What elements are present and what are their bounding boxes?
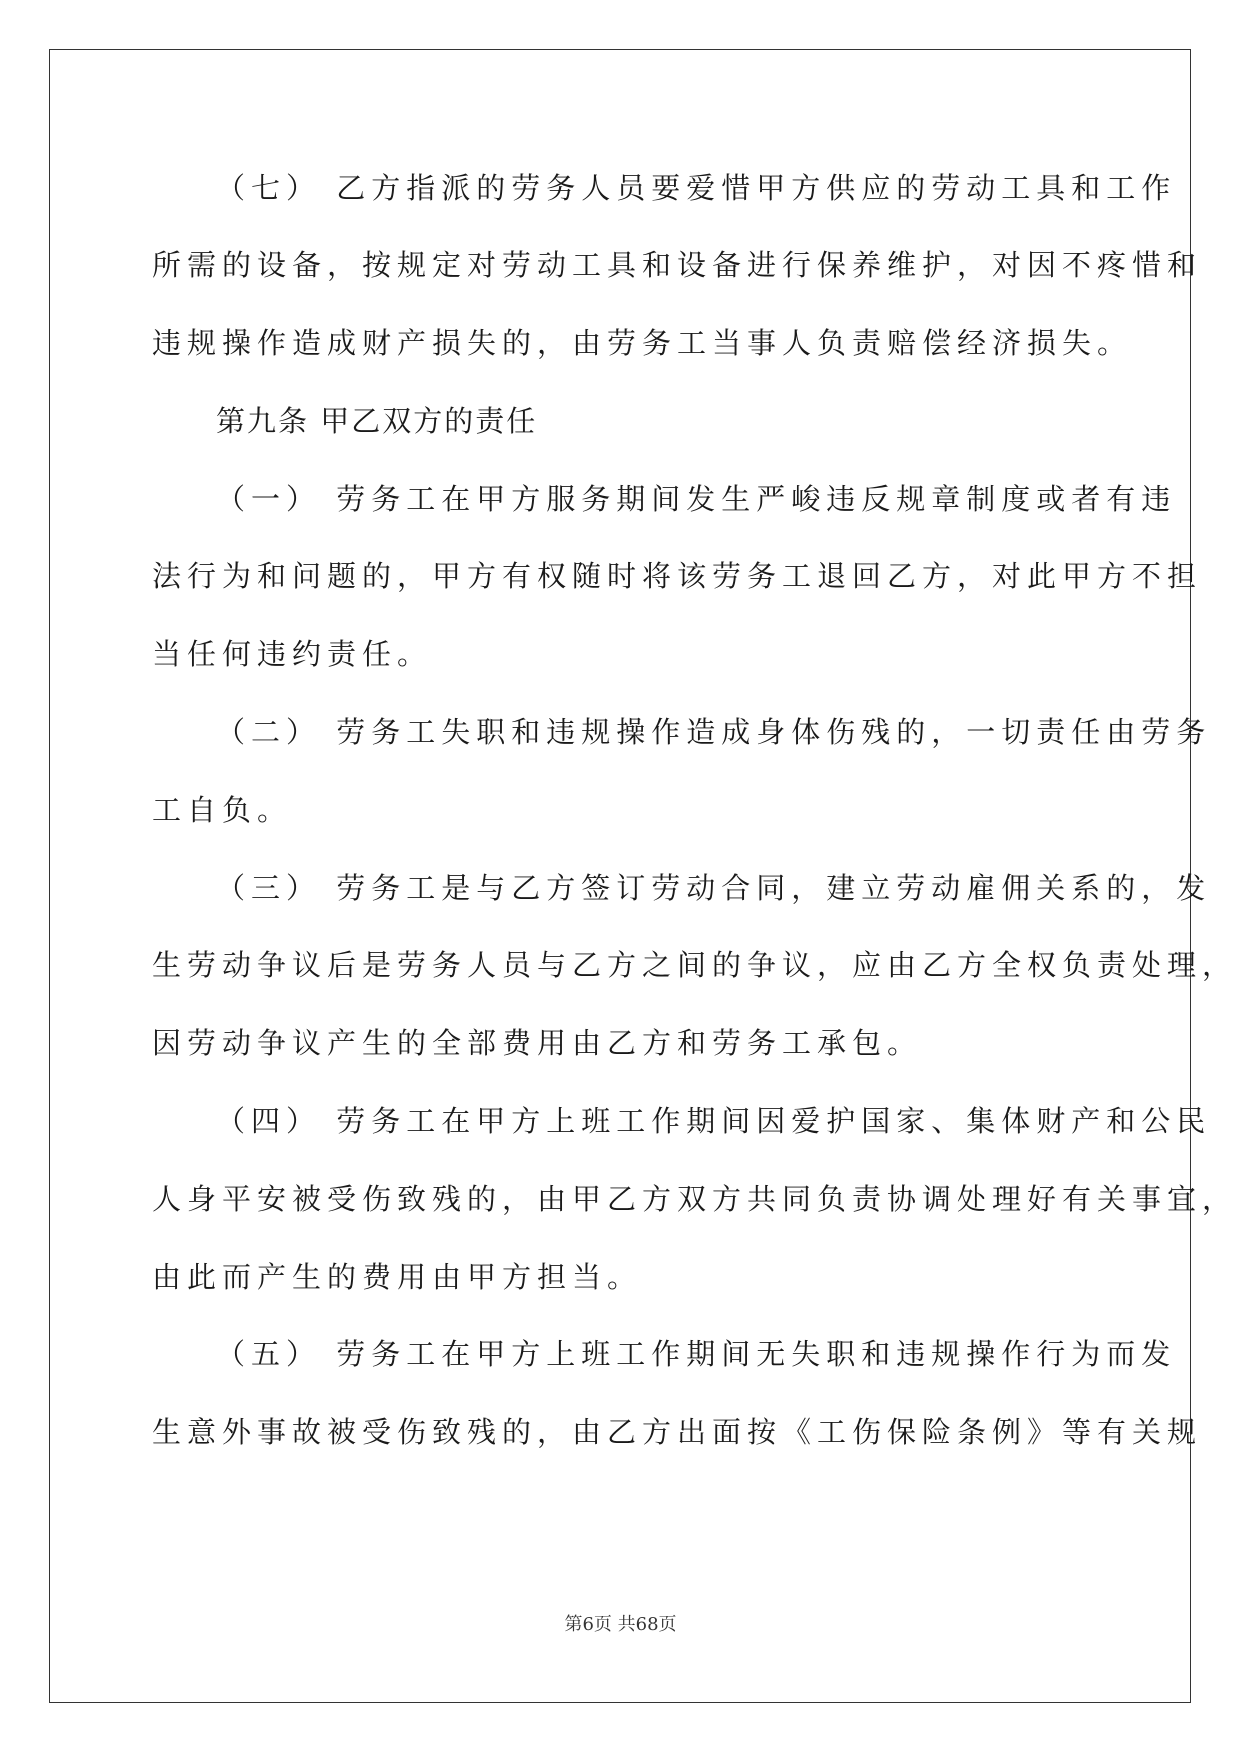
clause-4-line-2: 人身平安被受伤致残的，由甲乙方双方共同负责协调处理好有关事宜， xyxy=(152,1182,1238,1216)
clause-7-line-1: （七） 乙方指派的劳务人员要爱惜甲方供应的劳动工具和工作 xyxy=(216,171,1177,205)
clause-7-line-2: 所需的设备，按规定对劳动工具和设备进行保养维护，对因不疼惜和 xyxy=(152,248,1203,282)
clause-1-line-2: 法行为和问题的，甲方有权随时将该劳务工退回乙方，对此甲方不担 xyxy=(152,559,1203,593)
clause-3-line-1: （三） 劳务工是与乙方签订劳动合同，建立劳动雇佣关系的，发 xyxy=(216,871,1212,905)
page-number-footer: 第6页 共68页 xyxy=(564,1614,677,1635)
clause-2-line-1: （二） 劳务工失职和违规操作造成身体伤残的，一切责任由劳务 xyxy=(216,715,1212,749)
clause-1-line-1: （一） 劳务工在甲方服务期间发生严峻违反规章制度或者有违 xyxy=(216,482,1177,516)
clause-7-line-3: 违规操作造成财产损失的，由劳务工当事人负责赔偿经济损失。 xyxy=(152,326,1133,360)
article-9-heading: 第九条 甲乙双方的责任 xyxy=(216,404,538,438)
clause-2-line-2: 工自负。 xyxy=(152,793,293,827)
clause-4-line-3: 由此而产生的费用由甲方担当。 xyxy=(152,1260,643,1294)
clause-4-line-1: （四） 劳务工在甲方上班工作期间因爱护国家、集体财产和公民 xyxy=(216,1104,1212,1138)
clause-3-line-3: 因劳动争议产生的全部费用由乙方和劳务工承包。 xyxy=(152,1026,923,1060)
clause-3-line-2: 生劳动争议后是劳务人员与乙方之间的争议，应由乙方全权负责处理， xyxy=(152,948,1238,982)
clause-5-line-2: 生意外事故被受伤致残的，由乙方出面按《工伤保险条例》等有关规 xyxy=(152,1415,1203,1449)
clause-1-line-3: 当任何违约责任。 xyxy=(152,637,433,671)
clause-5-line-1: （五） 劳务工在甲方上班工作期间无失职和违规操作行为而发 xyxy=(216,1337,1177,1371)
